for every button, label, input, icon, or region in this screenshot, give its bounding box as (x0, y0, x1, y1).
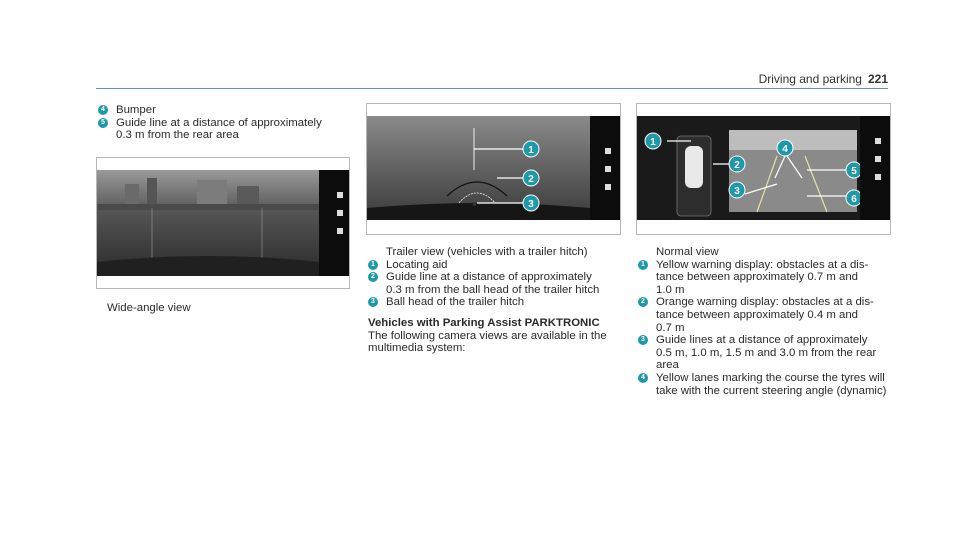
page-number: 221 (867, 72, 888, 86)
legend-line: 0.5 m, 1.0 m, 1.5 m and 3.0 m from the rear (656, 346, 877, 359)
callout-badge: 2 (368, 272, 378, 282)
callout-badge: 2 (638, 297, 648, 307)
callout-number: 2 (528, 174, 534, 185)
callout-number: 3 (528, 199, 534, 210)
legend-line: Yellow lanes marking the course the tyres will (656, 371, 885, 384)
trailer-view-camera-image (367, 116, 620, 220)
paragraph-line: multimedia system: (368, 342, 466, 355)
trailer-view-figure (366, 103, 621, 235)
legend-item (368, 296, 618, 309)
wide-angle-figure (96, 157, 350, 289)
legend-item (98, 104, 343, 117)
legend-line: Orange warning display: obstacles at a dis- (656, 296, 874, 309)
section-heading: Vehicles with Parking Assist PARKTRONIC (368, 316, 600, 329)
legend-line: area (656, 359, 679, 372)
callout-number: 1 (528, 145, 534, 156)
legend-line: Yellow warning display: obstacles at a dis- (656, 258, 869, 271)
callout-number: 1 (650, 137, 656, 148)
legend-line: Ball head of the trailer hitch (386, 296, 525, 309)
legend-item (638, 334, 898, 372)
legend-item (98, 117, 343, 142)
legend-line: tance between approximately 0.4 m and (656, 308, 858, 321)
sensor-icon (605, 166, 611, 172)
legend-item (368, 259, 618, 272)
legend-line: Guide line at a distance of approximately (386, 271, 592, 284)
trailer-icon (605, 184, 611, 190)
sensor-icon (875, 156, 881, 162)
legend-item (368, 271, 618, 296)
legend-line: 0.3 m from the ball head of the trailer hitch (386, 283, 600, 296)
callout-badge: 4 (638, 373, 648, 383)
paragraph-line: The following camera views are available in the (368, 329, 607, 342)
callout-badge: 3 (638, 335, 648, 345)
camera-icon (337, 192, 343, 198)
legend-line: Bumper (116, 104, 156, 116)
running-header (759, 72, 888, 86)
wide-angle-camera-image (97, 170, 349, 276)
car-icon (685, 146, 703, 188)
callout-number: 4 (782, 144, 788, 155)
legend-line: 1.0 m (656, 283, 685, 296)
callout-badge: 5 (98, 118, 108, 128)
trailer-icon (337, 228, 343, 234)
legend-line: take with the current steering angle (dynamic) (656, 384, 887, 397)
legend-item (638, 372, 898, 397)
left-legend (98, 104, 343, 142)
legend-line: tance between approximately 0.7 m and (656, 271, 858, 284)
legend-item (638, 259, 898, 297)
callout-badge: 1 (368, 260, 378, 270)
figure-caption: Wide-angle view (107, 302, 191, 314)
callout-badge: 3 (368, 297, 378, 307)
camera-icon (875, 138, 881, 144)
header-rule (96, 88, 888, 89)
callout-number: 5 (851, 166, 857, 177)
right-text (638, 246, 898, 397)
trailer-icon (875, 174, 881, 180)
figure-caption: Trailer view (vehicles with a trailer hitch) (386, 246, 588, 258)
middle-text (368, 246, 618, 355)
legend-line: Locating aid (386, 258, 448, 271)
legend-line: 0.3 m from the rear area (116, 129, 239, 142)
callout-number: 6 (851, 194, 857, 205)
figure-caption: Normal view (656, 246, 719, 258)
legend-line: Guide lines at a distance of approximately (656, 334, 868, 347)
legend-item (638, 296, 898, 334)
callout-badge: 4 (98, 105, 108, 115)
callout-number: 2 (734, 160, 740, 171)
normal-view-camera-image (637, 116, 890, 220)
legend-line: 0.7 m (656, 321, 685, 334)
sensor-icon (337, 210, 343, 216)
section-title: Driving and parking (758, 72, 862, 86)
normal-view-figure (636, 103, 891, 235)
callout-badge: 1 (638, 260, 648, 270)
camera-icon (605, 148, 611, 154)
callout-number: 3 (734, 186, 740, 197)
legend-line: Guide line at a distance of approximately (116, 116, 322, 129)
